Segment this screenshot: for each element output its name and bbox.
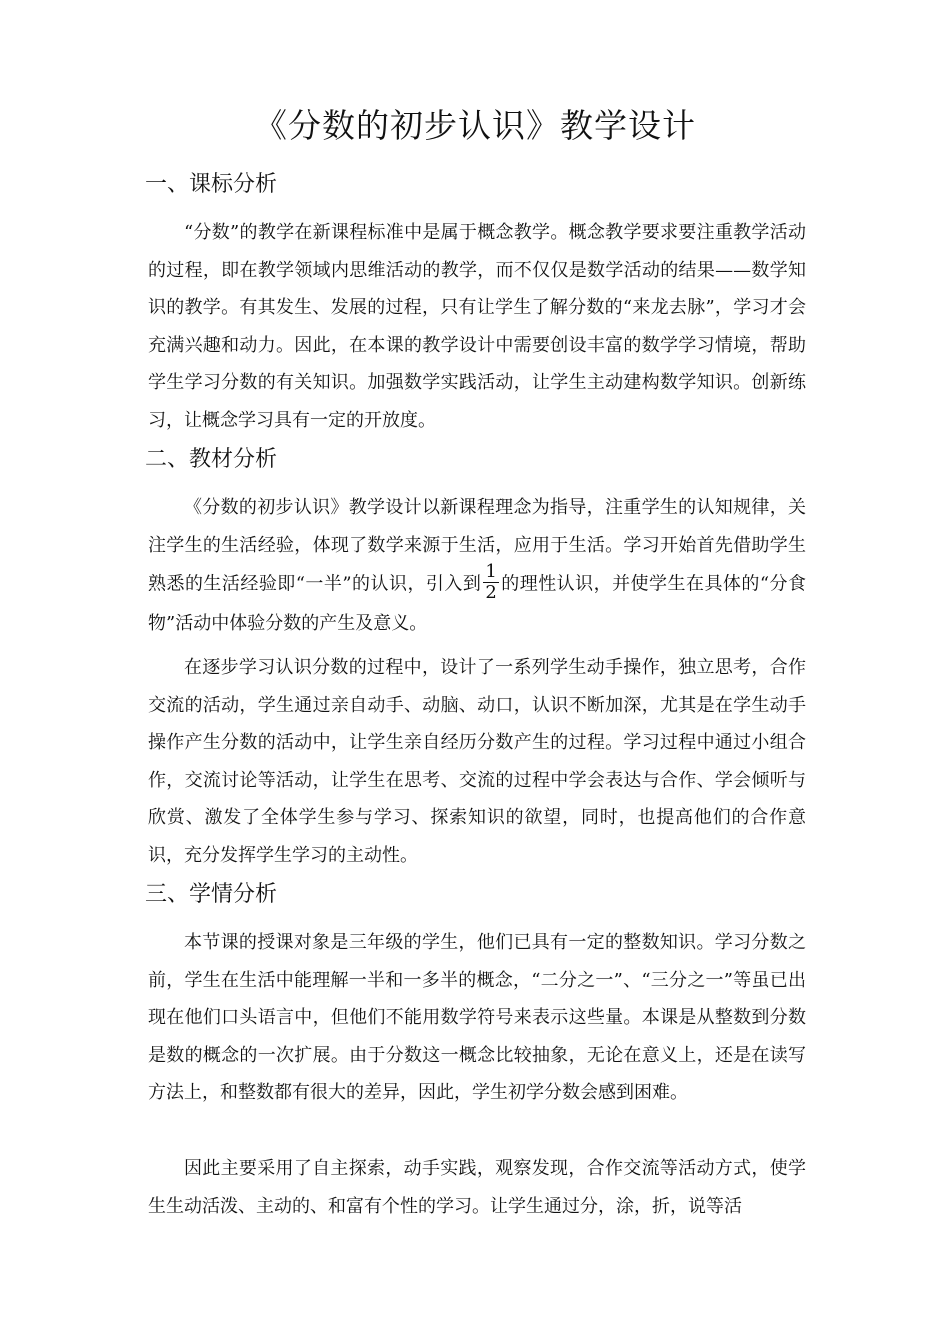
paragraph-text: 的理性认识，并使学生在具体的“分食物”活动中体验分数的产生及意义。 (148, 573, 806, 634)
paragraph-curriculum: “分数”的教学在新课程标准中是属于概念教学。概念教学要求要注重教学活动的过程，即在教学领域内思维活动的教学，而不仅仅是数学活动的结果——数学知识的教学。有其发生、发展的过程，只有让学生了解分数的“来龙去脉”，学习才会充满兴趣和动力。因此，在本课的教学设计中需要创设丰富的数学学习情境，帮助学生学习分数的有关知识。加强数学实践活动，让学生主动建构数学知识。创新练习，让概念学习具有一定的开放度。 (148, 222, 806, 431)
section-heading-curriculum: 一、课标分析 (145, 172, 278, 197)
fraction-denominator: 2 (485, 582, 497, 603)
document-title: 《分数的初步认识》教学设计 (254, 106, 696, 145)
paragraph-text: 《分数的初步认识》教学设计以新课程理念为指导，注重学生的认知规律，关注学生的生活经验，体现了数学来源于生活，应用于生活。学习开始首先借助学生熟悉的生活经验即“一半”的认识，引入到 (148, 497, 806, 595)
paragraph-textbook-1 (148, 489, 806, 643)
paragraph-textbook-2: 在逐步学习认识分数的过程中，设计了一系列学生动手操作，独立思考，合作交流的活动，学生通过亲自动手、动脑、动口，认识不断加深，尤其是在学生动手操作产生分数的活动中，让学生亲自经历分数产生的过程。学习过程中通过小组合作，交流讨论等活动，让学生在思考、交流的过程中学会表达与合作、学会倾听与欣赏、激发了全体学生参与学习、探索知识的欲望，同时，也提高他们的合作意识，充分发挥学生学习的主动性。 (148, 657, 806, 866)
section-heading-textbook: 二、教材分析 (145, 447, 278, 472)
fraction-numerator: 1 (485, 561, 497, 582)
section-heading-learners: 三、学情分析 (145, 882, 278, 907)
paragraph-learners-1: 本节课的授课对象是三年级的学生，他们已具有一定的整数知识。学习分数之前，学生在生活中能理解一半和一多半的概念，“二分之一”、“三分之一”等虽已出现在他们口头语言中，但他们不能用数学符号来表示这些量。本课是从整数到分数是数的概念的一次扩展。由于分数这一概念比较抽象，无论在意义上，还是在读写方法上，和整数都有很大的差异，因此，学生初学分数会感到困难。 (148, 932, 806, 1103)
fraction-one-half (483, 562, 498, 603)
paragraph-learners-2: 因此主要采用了自主探索，动手实践，观察发现，合作交流等活动方式，使学生生动活泼、主动的、和富有个性的学习。让学生通过分，涂，折，说等活 (148, 1158, 806, 1217)
